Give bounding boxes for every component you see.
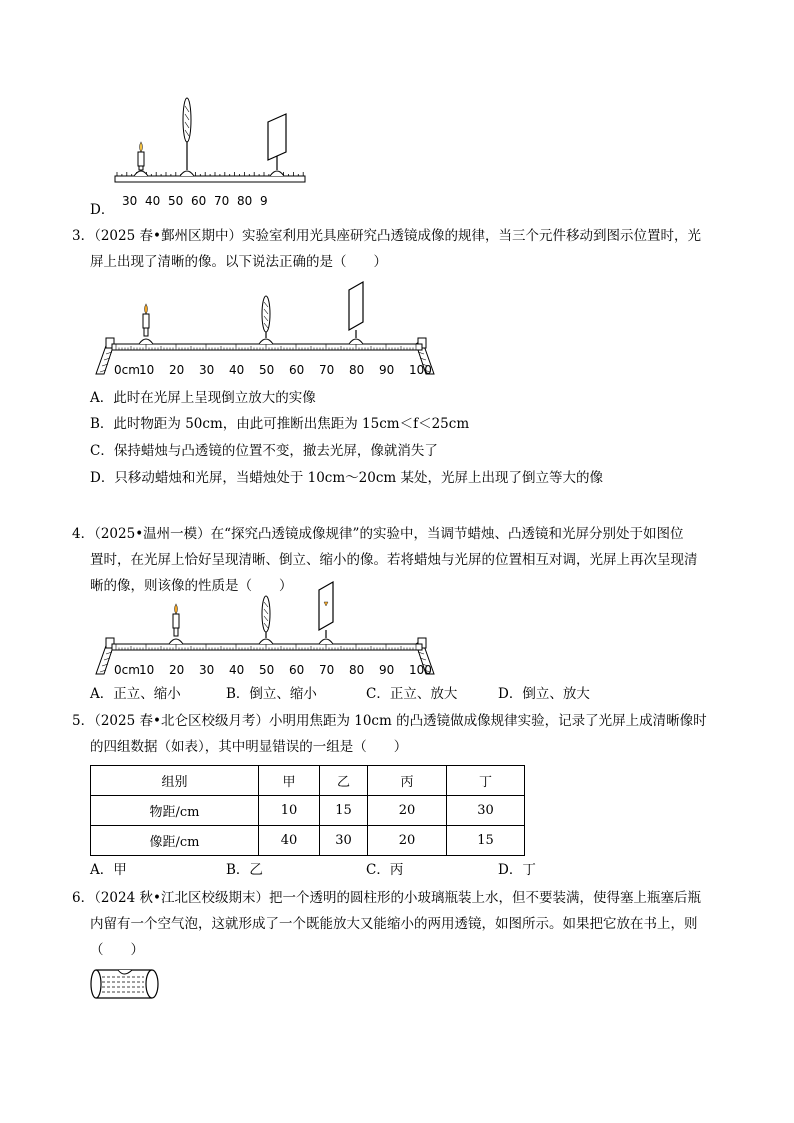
tick-label: 30 — [199, 363, 215, 377]
q3-option-b[interactable]: B．此时物距为 50cm，由此可推断出焦距为 15cm＜f＜25cm — [90, 416, 470, 432]
option-d-label[interactable]: D． — [90, 202, 115, 218]
q4-option-b[interactable]: B．倒立、缩小 — [226, 686, 317, 702]
table-cell: 像距/cm — [91, 826, 259, 856]
tick-label: 90 — [379, 663, 395, 677]
q4-stem-line1: 4．（2025•温州一模）在“探究凸透镜成像规律”的实验中，当调节蜡烛、凸透镜和光屏分别处于如图位 — [72, 526, 684, 542]
convex-lens-icon — [262, 296, 270, 338]
tick-label: 60 — [289, 363, 305, 377]
water-bottle-lens-figure — [88, 966, 164, 1002]
tick-label: 100 — [409, 363, 432, 377]
tick-label: 50 — [168, 194, 184, 208]
table-cell: 丙 — [368, 766, 447, 796]
q5-stem-line2: 的四组数据（如表），其中明显错误的一组是（ ） — [90, 739, 408, 755]
q5-option-b[interactable]: B．乙 — [226, 862, 263, 878]
q3-stem-line1: 3．（2025 春•鄞州区期中）实验室利用光具座研究凸透镜成像的规律，当三个元件移动到图示位置时，光 — [72, 228, 701, 244]
candle-icon — [143, 304, 149, 336]
table-cell: 组别 — [91, 766, 259, 796]
optical-bench-figure-q4 — [90, 578, 440, 682]
q3-option-d[interactable]: D．只移动蜡烛和光屏，当蜡烛处于 10cm～20cm 某处，光屏上出现了倒立等大的像 — [90, 470, 603, 486]
tick-label: 0cm — [114, 663, 140, 677]
table-cell: 乙 — [320, 766, 368, 796]
q4-option-d[interactable]: D．倒立、放大 — [498, 686, 590, 702]
table-header-row — [91, 766, 525, 796]
table-cell: 15 — [447, 826, 525, 856]
tick-label: 70 — [319, 363, 335, 377]
table-cell: 30 — [320, 826, 368, 856]
table-cell: 20 — [368, 826, 447, 856]
tick-label: 100 — [409, 663, 432, 677]
table-cell: 30 — [447, 796, 525, 826]
table-cell: 10 — [259, 796, 320, 826]
candle-icon — [134, 142, 148, 176]
table-cell: 物距/cm — [91, 796, 259, 826]
tick-label: 40 — [229, 663, 245, 677]
table-row — [91, 796, 525, 826]
q3-stem-line2: 屏上出现了清晰的像。以下说法正确的是（ ） — [90, 254, 387, 270]
tick-label: 70 — [214, 194, 230, 208]
tick-label: 9 — [260, 194, 268, 208]
optical-bench-figure-q3 — [90, 278, 440, 382]
q5-data-table — [90, 765, 525, 856]
tick-label: 80 — [349, 663, 365, 677]
tick-label: 80 — [237, 194, 253, 208]
tick-label: 70 — [319, 663, 335, 677]
optical-bench-figure-d — [110, 92, 310, 212]
q4-option-a[interactable]: A．正立、缩小 — [90, 686, 181, 702]
bench-rail — [112, 344, 422, 350]
light-screen-icon — [268, 114, 286, 176]
tick-label: 10 — [139, 663, 155, 677]
light-screen-icon — [349, 282, 363, 338]
q5-option-c[interactable]: C．丙 — [366, 862, 404, 878]
table-cell: 15 — [320, 796, 368, 826]
table-cell: 20 — [368, 796, 447, 826]
q3-option-a[interactable]: A．此时在光屏上呈现倒立放大的实像 — [90, 390, 316, 406]
q6-stem-line3: （ ） — [90, 942, 144, 958]
candle-icon — [173, 604, 179, 636]
bench-rail — [112, 644, 422, 650]
tick-label: 10 — [139, 363, 155, 377]
q4-stem-line2: 置时，在光屏上恰好呈现清晰、倒立、缩小的像。若将蜡烛与光屏的位置相互对调，光屏上再次呈现清 — [90, 552, 698, 568]
convex-lens-icon — [180, 98, 194, 176]
tick-label: 90 — [379, 363, 395, 377]
tick-label: 20 — [169, 663, 185, 677]
tick-label: 40 — [229, 363, 245, 377]
q6-stem-line2: 内留有一个空气泡，这就形成了一个既能放大又能缩小的两用透镜，如图所示。如果把它放在书上，则 — [90, 916, 698, 932]
q4-stem-line3: 晰的像，则该像的性质是（ ） — [90, 578, 293, 594]
tick-label: 80 — [349, 363, 365, 377]
q5-option-d[interactable]: D．丁 — [498, 862, 536, 878]
table-cell: 40 — [259, 826, 320, 856]
q5-option-a[interactable]: A．甲 — [90, 862, 127, 878]
table-row — [91, 826, 525, 856]
tick-label: 0cm — [114, 363, 140, 377]
q5-stem-line1: 5．（2025 春•北仑区校级月考）小明用焦距为 10cm 的凸透镜做成像规律实验，记录了光屏上成清晰像时 — [72, 713, 707, 729]
tick-label: 30 — [122, 194, 138, 208]
tick-label: 60 — [191, 194, 207, 208]
tick-label: 50 — [259, 663, 275, 677]
tick-label: 30 — [199, 663, 215, 677]
q4-option-c[interactable]: C．正立、放大 — [366, 686, 458, 702]
convex-lens-icon — [262, 596, 270, 638]
tick-label: 60 — [289, 663, 305, 677]
light-screen-icon — [319, 582, 333, 638]
q3-option-c[interactable]: C．保持蜡烛与凸透镜的位置不变，撤去光屏，像就消失了 — [90, 443, 438, 459]
table-cell: 甲 — [259, 766, 320, 796]
table-cell: 丁 — [447, 766, 525, 796]
tick-label: 20 — [169, 363, 185, 377]
q6-stem-line1: 6．（2024 秋•江北区校级期末）把一个透明的圆柱形的小玻璃瓶装上水，但不要装满，使得塞上瓶塞后瓶 — [72, 890, 701, 906]
tick-label: 50 — [259, 363, 275, 377]
tick-label: 40 — [145, 194, 161, 208]
